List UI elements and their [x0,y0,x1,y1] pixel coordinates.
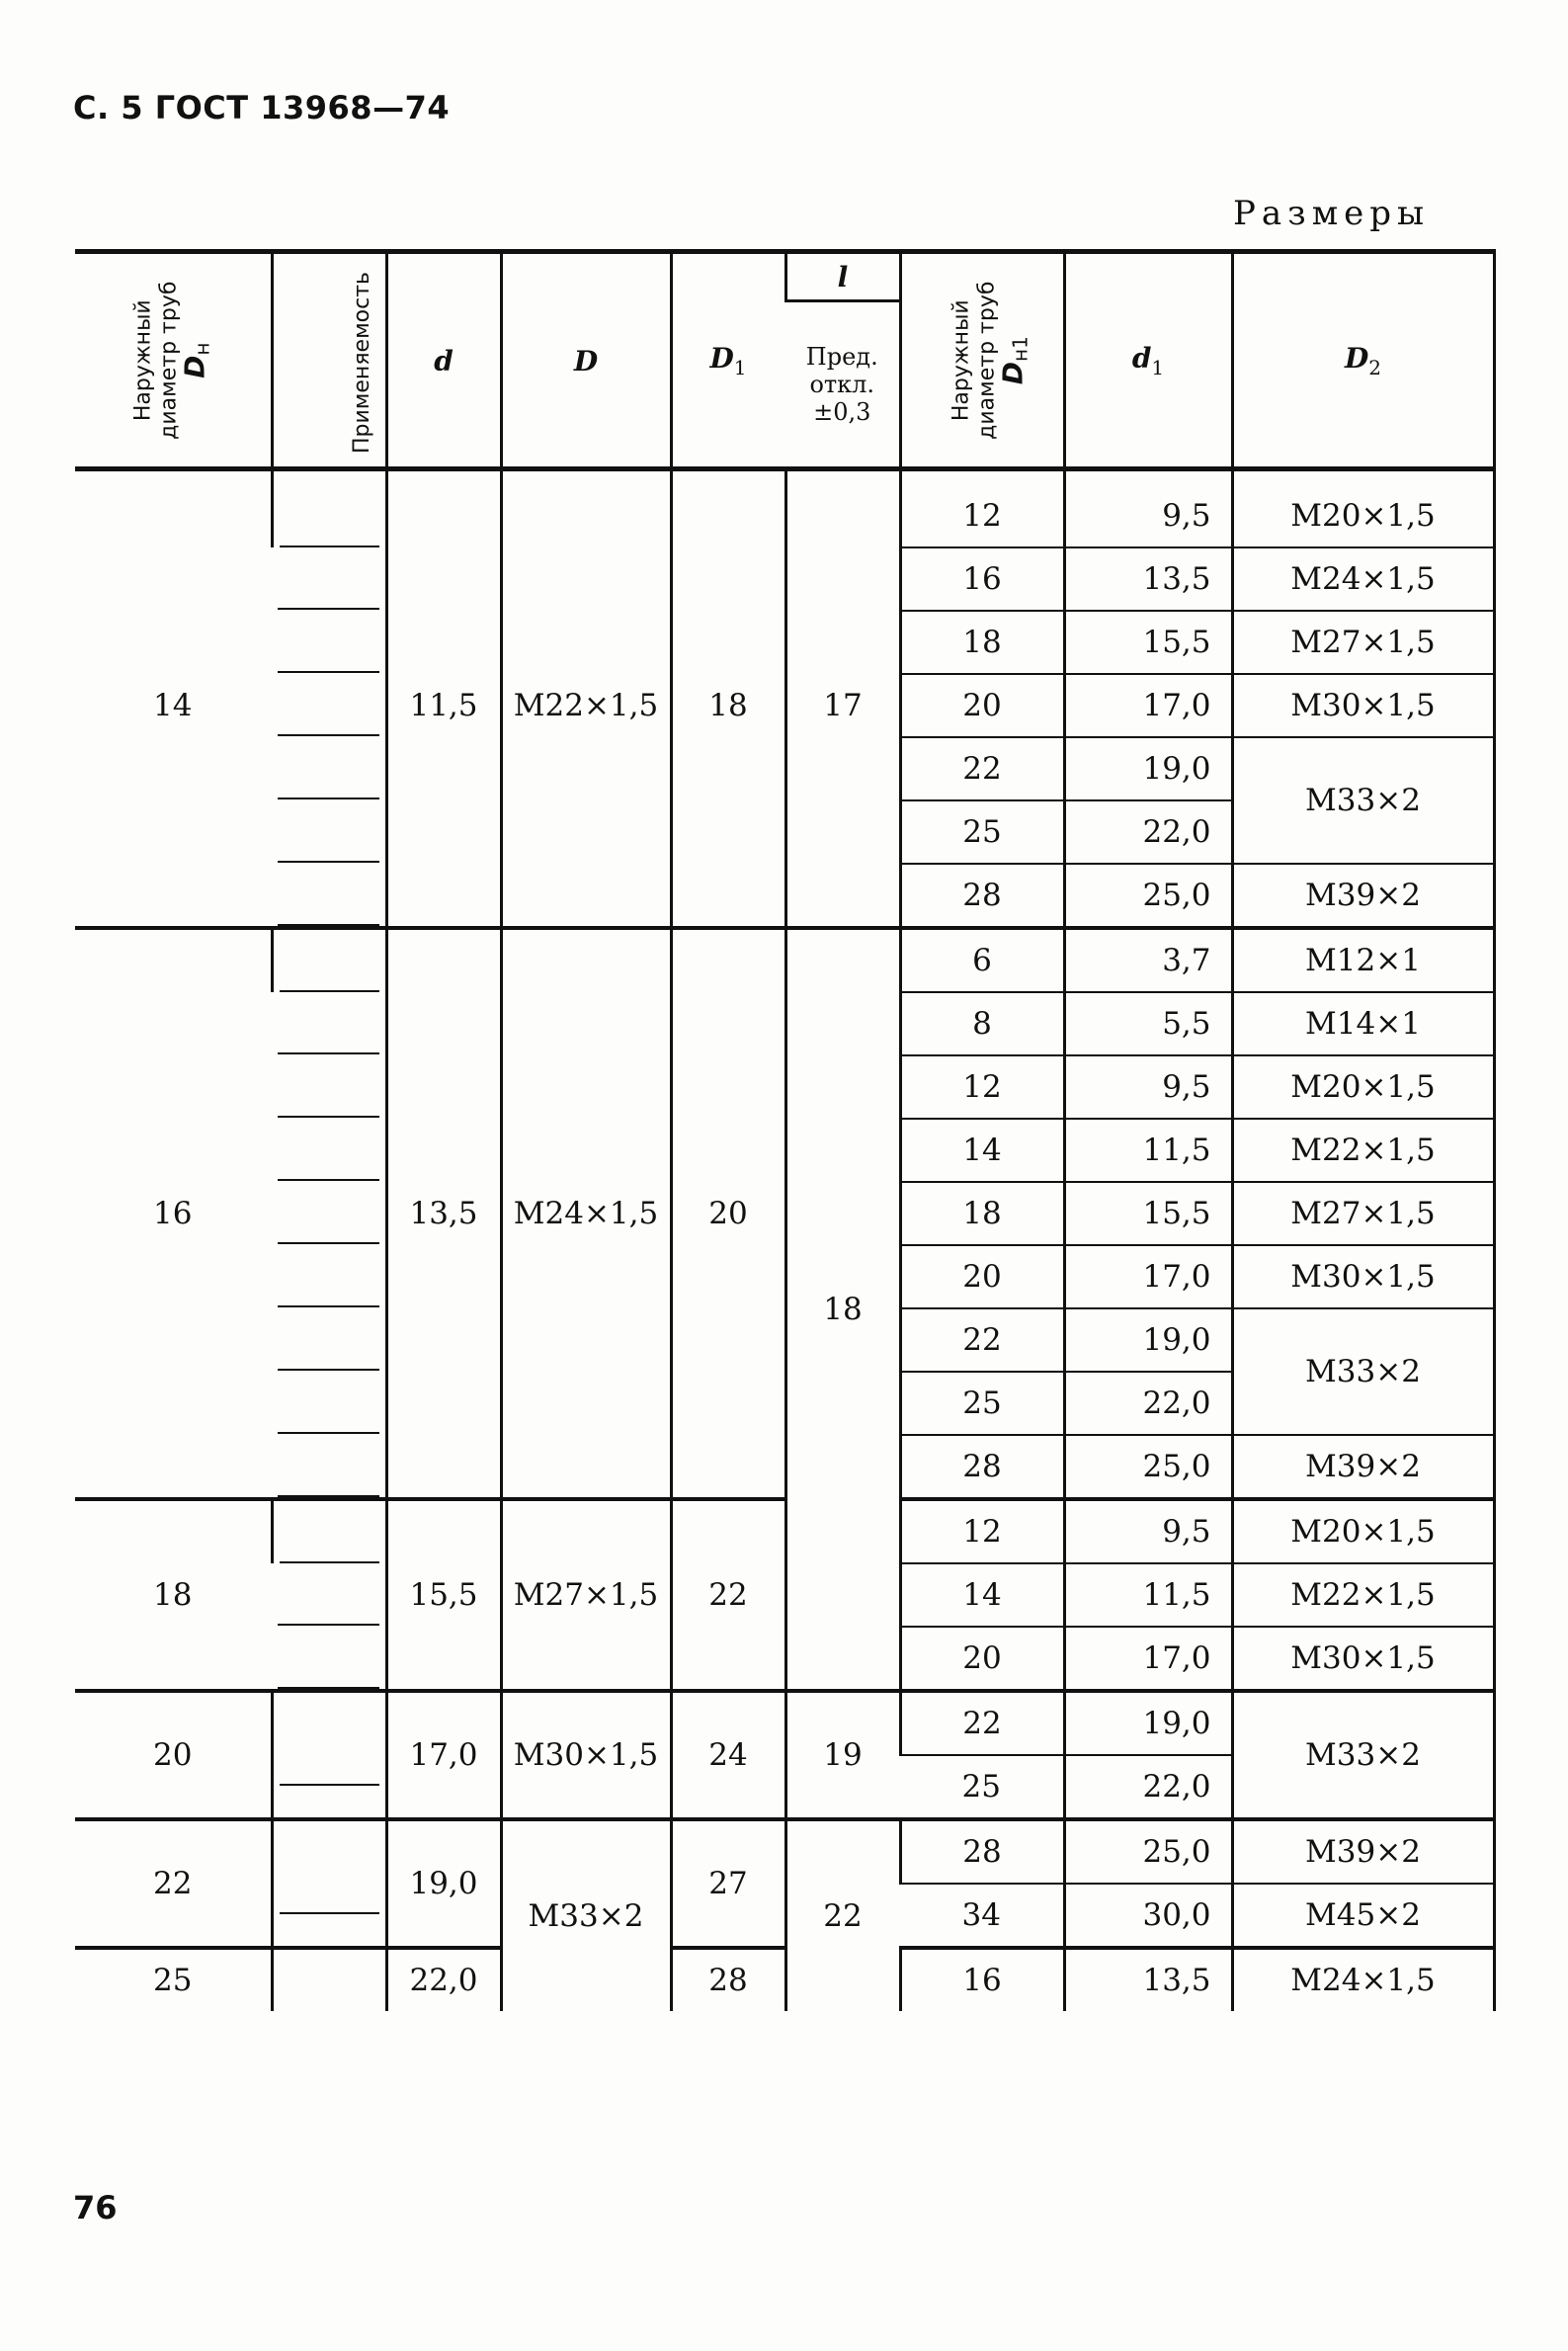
D2-cell: M22×1,5 [1232,1119,1494,1182]
table-row [75,1499,1494,1563]
D2-cell: M24×1,5 [1232,547,1494,611]
applicability-cell [272,1819,386,1948]
d1-cell: 9,5 [1064,1499,1232,1563]
applicability-cell [272,1563,386,1627]
D1-cell: 27 [671,1819,785,1948]
l-cell: 19 [785,1691,900,1819]
D2-cell: M39×2 [1232,864,1494,928]
applicability-cell [272,485,386,547]
dn1-cell: 34 [900,1884,1064,1948]
D1-cell: 18 [671,485,785,928]
dn1-cell: 20 [900,1627,1064,1691]
d1-cell: 13,5 [1064,1948,1232,2011]
applicability-cell [272,1119,386,1182]
d1-cell: 11,5 [1064,1119,1232,1182]
dn1-cell: 12 [900,1055,1064,1119]
D-cell: M33×2 [501,1819,671,2011]
applicability-cell [272,611,386,674]
D2-cell: M12×1 [1232,928,1494,992]
dn1-cell: 25 [900,1755,1064,1819]
col-dn-header: Наружный диаметр труб Dн [75,252,272,469]
D2-cell: M33×2 [1232,1308,1494,1435]
d1-cell: 5,5 [1064,992,1232,1055]
applicability-cell [272,1691,386,1819]
applicability-cell [272,864,386,928]
applicability-cell [272,1948,386,2011]
d1-cell: 13,5 [1064,547,1232,611]
d1-cell: 9,5 [1064,485,1232,547]
applicability-cell [272,1182,386,1245]
D2-cell: M14×1 [1232,992,1494,1055]
col-dn1-header: Наружный диаметр труб Dн1 [900,252,1064,469]
units-label: Размеры [1233,194,1431,233]
applicability-cell [272,737,386,800]
applicability-cell [272,674,386,737]
D2-cell: M30×1,5 [1232,1627,1494,1691]
applicability-cell [272,800,386,864]
D-cell: M30×1,5 [501,1691,671,1819]
d1-cell: 19,0 [1064,1308,1232,1372]
D2-cell: M33×2 [1232,737,1494,864]
dn-cell: 14 [153,688,193,723]
d-cell: 17,0 [386,1691,501,1819]
d1-cell: 22,0 [1064,1755,1232,1819]
l-cell: 22 [785,1819,900,2011]
col-l-tolerance: Пред. откл. ±0,3 [785,301,900,469]
dn1-cell: 22 [900,1308,1064,1372]
dn-cell: 20 [75,1691,272,1819]
dn1-cell: 6 [900,928,1064,992]
d1-cell: 15,5 [1064,611,1232,674]
col-applicability-header: Применяемость [272,252,386,469]
d1-cell: 11,5 [1064,1563,1232,1627]
dn1-cell: 18 [900,611,1064,674]
table-row [75,1691,1494,1755]
D2-cell: M20×1,5 [1232,1055,1494,1119]
l-cell: 18 [785,928,900,1691]
applicability-cell [272,992,386,1055]
d1-cell: 19,0 [1064,1691,1232,1755]
D2-cell: M39×2 [1232,1435,1494,1499]
D2-cell: M27×1,5 [1232,1182,1494,1245]
table-row [75,928,1494,992]
dn1-cell: 8 [900,992,1064,1055]
dn-cell: 18 [75,1499,272,1691]
applicability-cell [272,1308,386,1372]
d1-cell: 15,5 [1064,1182,1232,1245]
d-cell: 13,5 [386,928,501,1499]
dn1-cell: 25 [900,1372,1064,1435]
D2-cell: M27×1,5 [1232,611,1494,674]
dn1-cell: 28 [900,864,1064,928]
page-number: 76 [73,2189,118,2226]
applicability-cell [272,928,386,992]
dn1-cell: 14 [900,1119,1064,1182]
d1-cell: 22,0 [1064,800,1232,864]
D2-cell: M45×2 [1232,1884,1494,1948]
applicability-cell [272,1245,386,1308]
d-cell: 19,0 [386,1819,501,1948]
D-cell: M22×1,5 [501,485,671,928]
d1-cell: 17,0 [1064,1627,1232,1691]
D2-cell: M20×1,5 [1232,1499,1494,1563]
dn1-cell: 20 [900,674,1064,737]
dn1-cell: 22 [900,737,1064,800]
dn1-cell: 28 [900,1819,1064,1884]
d-cell: 22,0 [386,1948,501,2011]
d1-cell: 19,0 [1064,737,1232,800]
dn-cell: 16 [75,928,272,1499]
D1-cell: 20 [671,928,785,1499]
D1-cell: 22 [671,1499,785,1691]
d1-cell: 25,0 [1064,1819,1232,1884]
D2-cell: M30×1,5 [1232,674,1494,737]
d-cell: 15,5 [386,1499,501,1691]
D2-cell: M22×1,5 [1232,1563,1494,1627]
col-l-header: l [785,252,900,301]
dn1-cell: 16 [900,547,1064,611]
col-d-header: d [386,252,501,469]
dn1-cell: 25 [900,800,1064,864]
dn1-cell: 22 [900,1691,1064,1755]
d1-cell: 30,0 [1064,1884,1232,1948]
applicability-cell [272,1055,386,1119]
dn1-cell: 12 [900,485,1064,547]
dn-cell: 22 [75,1819,272,1948]
D2-cell: M39×2 [1232,1819,1494,1884]
col-D2-header: $D_2$ [1232,252,1494,469]
D1-cell: 28 [671,1948,785,2011]
applicability-cell [272,1372,386,1435]
l-cell: 17 [785,485,900,928]
d-cell: 11,5 [386,485,501,928]
dn1-cell: 20 [900,1245,1064,1308]
dn1-cell: 16 [900,1948,1064,2011]
dimensions-table [75,249,1496,2011]
table-row [75,485,1494,547]
d1-cell: 25,0 [1064,1435,1232,1499]
D2-cell: M33×2 [1232,1691,1494,1819]
col-d1-header: $d_1$ [1064,252,1232,469]
applicability-cell [272,547,386,611]
applicability-cell [272,1435,386,1499]
d1-cell: 9,5 [1064,1055,1232,1119]
D2-cell: M20×1,5 [1232,485,1494,547]
d1-cell: 25,0 [1064,864,1232,928]
col-D1-header: $D_1$ [671,252,785,469]
d1-cell: 17,0 [1064,674,1232,737]
dn1-cell: 18 [900,1182,1064,1245]
page-header: С. 5 ГОСТ 13968—74 [73,89,451,126]
dn1-cell: 28 [900,1435,1064,1499]
D1-cell: 24 [671,1691,785,1819]
dn1-cell: 14 [900,1563,1064,1627]
D-cell: M27×1,5 [501,1499,671,1691]
d1-cell: 17,0 [1064,1245,1232,1308]
d1-cell: 3,7 [1064,928,1232,992]
d1-cell: 22,0 [1064,1372,1232,1435]
dn1-cell: 12 [900,1499,1064,1563]
applicability-cell [272,1499,386,1563]
dn-cell: 25 [75,1948,272,2011]
D-cell: M24×1,5 [501,928,671,1499]
D2-cell: M30×1,5 [1232,1245,1494,1308]
D2-cell: M24×1,5 [1232,1948,1494,2011]
table-row [75,1819,1494,1884]
applicability-cell [272,1627,386,1691]
col-D-header: D [501,252,671,469]
table-row [75,1948,1494,2011]
